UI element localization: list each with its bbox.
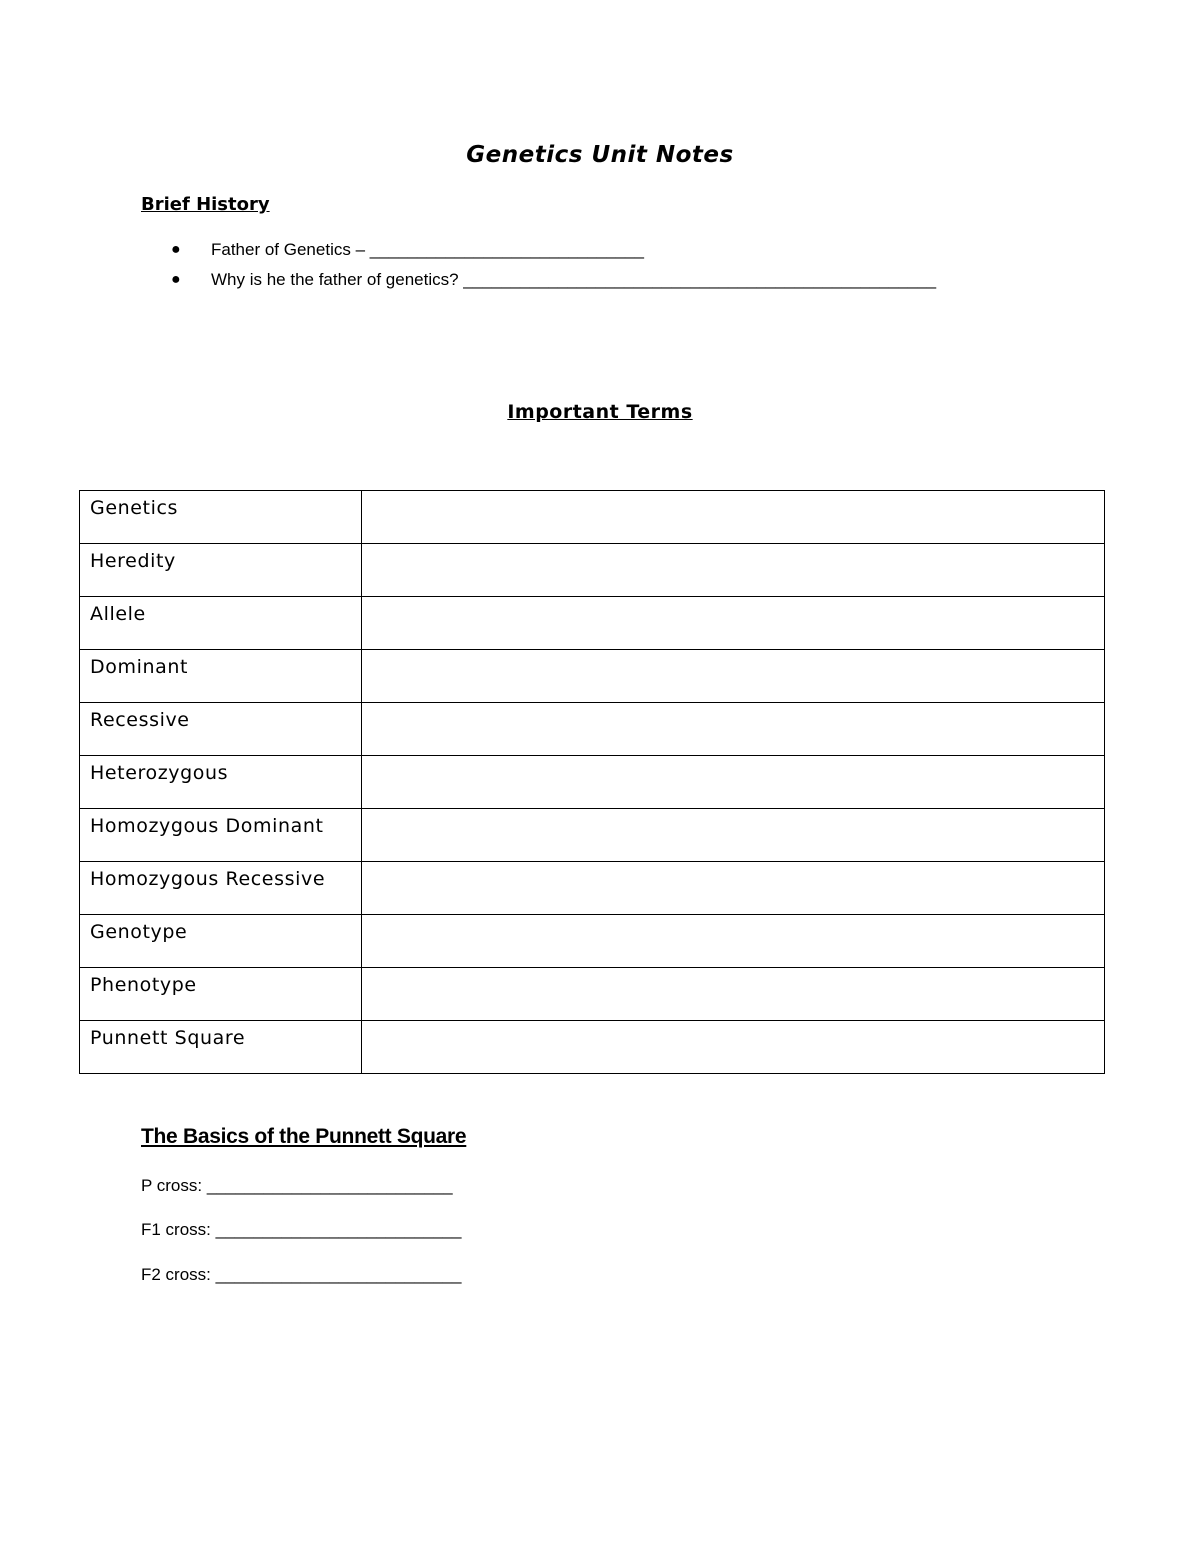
definition-cell[interactable]	[362, 650, 1105, 703]
definition-cell[interactable]	[362, 862, 1105, 915]
term-cell: Dominant	[80, 650, 362, 703]
brief-history-heading: Brief History	[141, 194, 270, 215]
f2-cross-prompt: F2 cross: __________________________	[141, 1265, 462, 1284]
bullet-icon: ●	[171, 241, 181, 258]
definition-cell[interactable]	[362, 597, 1105, 650]
term-cell: Phenotype	[80, 968, 362, 1021]
table-row	[80, 491, 1105, 544]
important-terms-heading: Important Terms	[507, 401, 693, 423]
table-row	[80, 1021, 1105, 1074]
table-row	[80, 809, 1105, 862]
term-cell: Heredity	[80, 544, 362, 597]
table-row	[80, 650, 1105, 703]
term-cell: Genotype	[80, 915, 362, 968]
table-row	[80, 544, 1105, 597]
definition-cell[interactable]	[362, 809, 1105, 862]
definition-cell[interactable]	[362, 544, 1105, 597]
punnett-basics-heading: The Basics of the Punnett Square	[141, 1125, 467, 1148]
definition-cell[interactable]	[362, 703, 1105, 756]
term-cell: Genetics	[80, 491, 362, 544]
term-cell: Homozygous Recessive	[80, 862, 362, 915]
bullet-icon: ●	[171, 271, 181, 288]
definition-cell[interactable]	[362, 1021, 1105, 1074]
definition-cell[interactable]	[362, 915, 1105, 968]
why-father-prompt: Why is he the father of genetics? __________________________________________________	[211, 270, 937, 289]
definition-cell[interactable]	[362, 491, 1105, 544]
table-row	[80, 597, 1105, 650]
definition-cell[interactable]	[362, 756, 1105, 809]
p-cross-prompt: P cross: __________________________	[141, 1176, 453, 1195]
term-cell: Punnett Square	[80, 1021, 362, 1074]
table-row	[80, 862, 1105, 915]
term-cell: Recessive	[80, 703, 362, 756]
page-title: Genetics Unit Notes	[466, 142, 734, 168]
table-row	[80, 968, 1105, 1021]
term-cell: Allele	[80, 597, 362, 650]
terms-table	[79, 490, 1105, 1074]
table-row	[80, 915, 1105, 968]
table-row	[80, 756, 1105, 809]
table-row	[80, 703, 1105, 756]
term-cell: Heterozygous	[80, 756, 362, 809]
brief-history-list	[171, 238, 936, 298]
list-item	[171, 268, 936, 298]
father-of-genetics-prompt: Father of Genetics – _____________________________	[211, 240, 644, 259]
definition-cell[interactable]	[362, 968, 1105, 1021]
f1-cross-prompt: F1 cross: __________________________	[141, 1220, 462, 1239]
term-cell: Homozygous Dominant	[80, 809, 362, 862]
list-item	[171, 238, 936, 268]
